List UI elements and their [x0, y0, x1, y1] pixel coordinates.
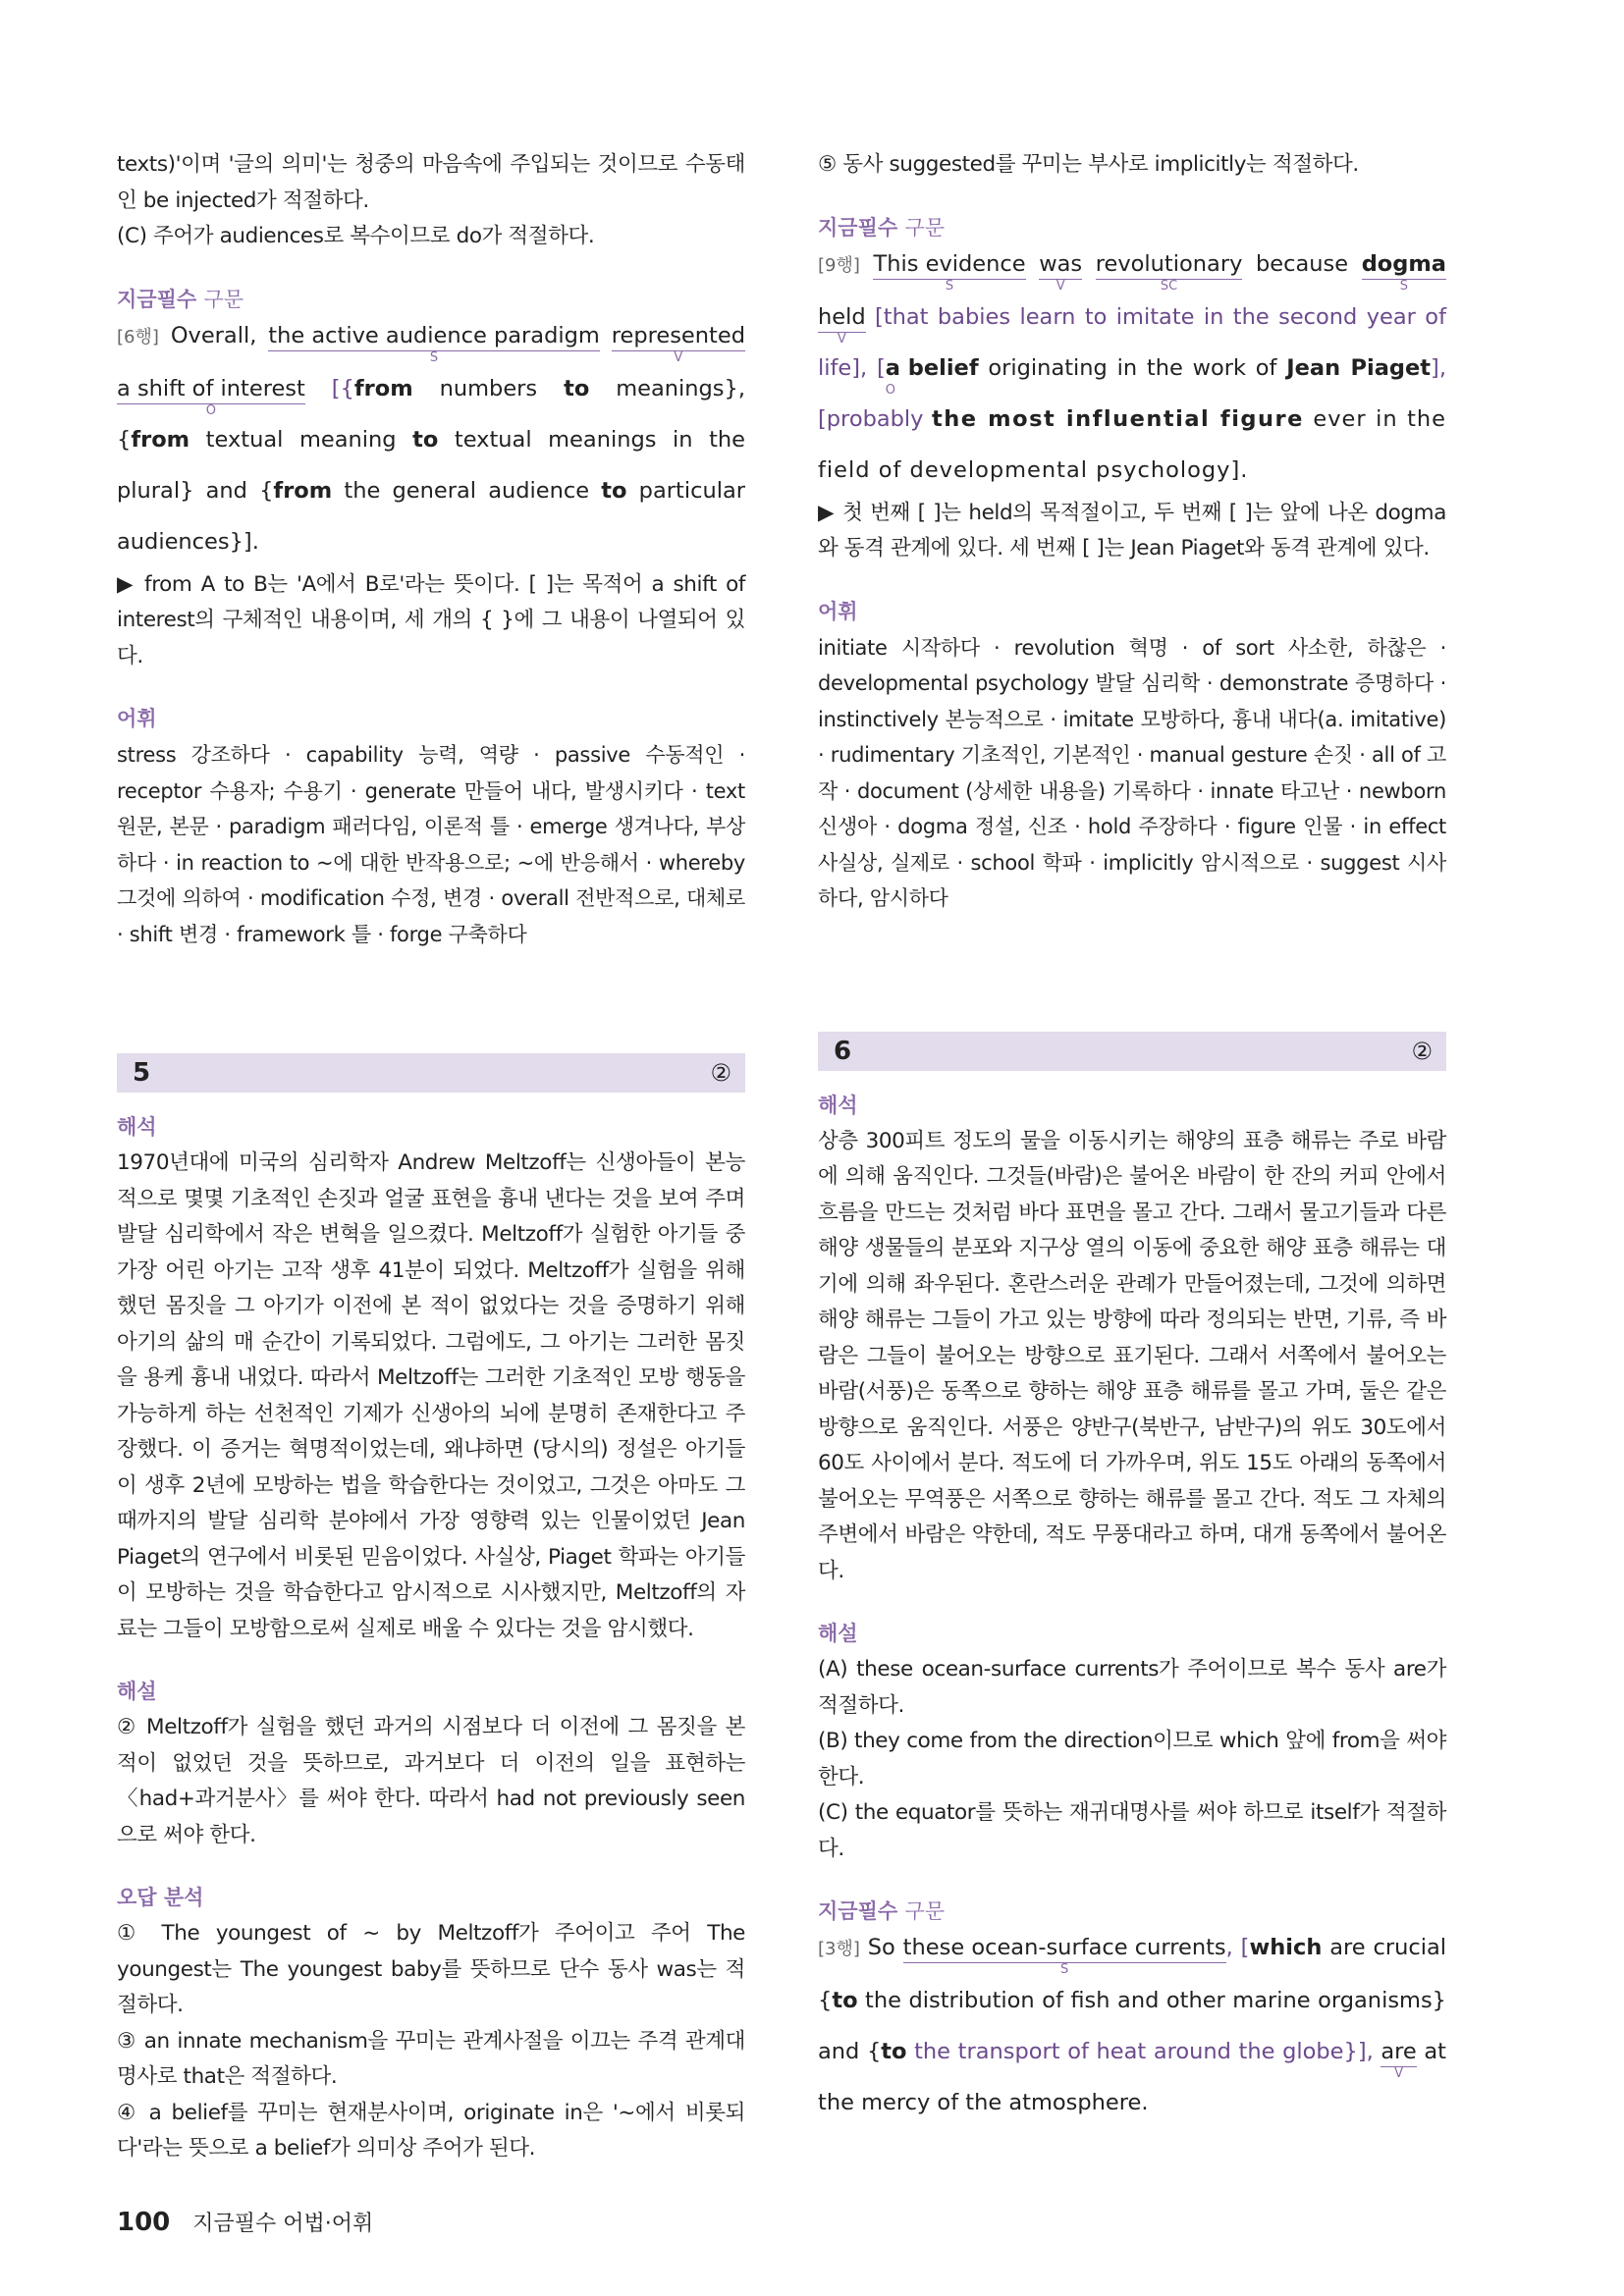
- line-number: [9행]: [818, 254, 860, 276]
- verb-underline: was V: [1039, 250, 1083, 294]
- subject-underline: dogma S: [1361, 250, 1446, 294]
- syntax-heading: 지금필수 구문: [818, 215, 946, 240]
- syntax-sentence: [3행] So these ocean-surface currents S , [which are crucial {to the distribution of fish and other marine organisms} and {to the transport of heat around the globe}], are V at the mercy of the atmosphere.: [818, 1935, 1447, 2115]
- question-number: 5: [133, 1058, 151, 1088]
- syntax-sentence: [9행] This evidence S was V revolutionary SC because dogma S held V [that babies learn to imitate in the second year of life], [a belief O originating in the work of Jean Piaget], [probably the most influential figure ever in the field of developmental psychology].: [818, 250, 1447, 483]
- right-column: [818, 147, 1446, 2128]
- object-underline: a belief O: [885, 354, 979, 398]
- question-header-5: [117, 1053, 745, 1093]
- subject-underline: the active audience paradigm S: [268, 322, 600, 365]
- page-number: 100: [117, 2208, 171, 2237]
- subject-underline: This evidence S: [873, 250, 1026, 294]
- translation-heading: 해석: [818, 1093, 858, 1117]
- vocab-list: stress 강조하다 · capability 능력, 역량 · passive 수동적인 · receptor 수용자; 수용기 · generate 만들어 내다, 발생시키다 · text 원문, 본문 · paradigm 패러다임, 이론적 틀 · emerge 생겨나다, 부상하다 · in reaction to ~에 대한 반작용으로; ~에 반응해서 · whereby 그것에 의하여 · modification 수정, 변경 · overall 전반적으로, 대체로 · shift 변경 · framework 틀 · forge 구축하다: [117, 743, 745, 946]
- complement-underline: revolutionary SC: [1095, 250, 1243, 294]
- explanation-item: (C) the equator를 뜻하는 재귀대명사를 써야 하므로 itself가 적절하다.: [818, 1800, 1446, 1861]
- object-underline: a shift of interest O: [117, 375, 305, 418]
- vocab-heading: 어휘: [117, 707, 157, 730]
- vocab-list: initiate 시작하다 · revolution 혁명 · of sort 사소한, 하찮은 · developmental psychology 발달 심리학 · demonstrate 증명하다 · instinctively 본능적으로 · imitate 모방하다, 흉내 내다(a. imitative) · rudimentary 기초적인, 기본적인 · manual gesture 손짓 · all of 고작 · document (상세한 내용을) 기록하다 · innate 타고난 · newborn 신생아 · dogma 정설, 신조 · hold 주장하다 · figure 인물 · in effect 사실상, 실제로 · school 학파 · implicitly 암시적으로 · suggest 시사하다, 암시하다: [818, 635, 1446, 910]
- wrong-analysis-heading: 오답 분석: [117, 1886, 204, 1909]
- syntax-heading: 지금필수 구문: [117, 287, 244, 311]
- book-title: 지금필수 어법·어휘: [192, 2212, 374, 2236]
- explanation-item: (B) they come from the direction이므로 which 앞에 from을 써야 한다.: [818, 1729, 1446, 1789]
- left-column: [117, 147, 745, 2167]
- explanation-heading: 해설: [117, 1680, 157, 1703]
- vocab-heading: 어휘: [818, 599, 858, 623]
- explanation-item: (A) these ocean-surface currents가 주어이므로 복수 동사 are가 적절하다.: [818, 1657, 1446, 1718]
- answer-mark: ②: [710, 1059, 731, 1087]
- translation-heading: 해석: [117, 1115, 157, 1139]
- explanation-heading: 해설: [818, 1622, 858, 1645]
- syntax-note: ▶ 첫 번째 [ ]는 held의 목적절이고, 두 번째 [ ]는 앞에 나온 dogma와 동격 관계에 있다. 세 번째 [ ]는 Jean Piaget와 동격 관계에 있다.: [818, 500, 1446, 561]
- explanation-text: ② Meltzoff가 실험을 했던 과거의 시점보다 더 이전에 그 몸짓을 본 적이 없었던 것을 뜻하므로, 과거보다 더 이전의 일을 표현하는 〈had+과거분사〉를 써야 한다. 따라서 had not previously seen으로 써야 한다.: [117, 1715, 745, 1847]
- syntax-sentence: [6행] Overall, the active audience paradigm S represented V a shift of interest O [{from numbers to meanings}, {from textual meaning to textual meanings in the plural} and {from the general audience to particular audiences}].: [117, 322, 746, 555]
- subject-underline: these ocean-surface currents S: [902, 1935, 1226, 1977]
- translation-text: 상층 300피트 정도의 물을 이동시키는 해양의 표층 해류는 주로 바람에 의해 움직인다. 그것들(바람)은 불어온 바람이 한 잔의 커피 안에서 흐름을 만드는 것처럼 바다 표면을 몰고 간다. 그래서 물고기들과 다른 해양 생물들의 분포와 지구상 열의 이동에 중요한 해양 표층 해류는 대기에 의해 좌우된다. 혼란스러운 관례가 만들어졌는데, 그것에 의하면 해양 해류는 그들이 가고 있는 방향에 따라 정의되는 반면, 기류, 즉 바람은 그들이 불어오는 방향으로 표기된다. 그래서 서쪽에서 불어오는 바람(서풍)은 동쪽으로 향하는 해양 표층 해류를 몰고 가며, 둘은 같은 방향으로 움직인다. 서풍은 양반구(북반구, 남반구)의 위도 30도에서 60도 사이에서 분다. 적도에 더 가까우며, 위도 15도 아래의 동쪽에서 불어오는 무역풍은 서쪽으로 향하는 해류를 몰고 간다. 적도 그 자체의 주변에서 바람은 약한데, 적도 무풍대라고 하며, 대개 동쪽에서 불어온다.: [818, 1128, 1446, 1583]
- wrong-analysis-item: ④ a belief를 꾸미는 현재분사이며, originate in은 '~에서 비롯되다'라는 뜻으로 a belief가 의미상 주어가 된다.: [117, 2100, 745, 2161]
- line-number: [3행]: [818, 1939, 860, 1959]
- wrong-analysis-item: ③ an innate mechanism을 꾸미는 관계사절을 이끄는 주격 관계대명사로 that은 적절하다.: [117, 2028, 745, 2089]
- syntax-note: ▶ from A to B는 'A에서 B로'라는 뜻이다. [ ]는 목적어 a shift of interest의 구체적인 내용이며, 세 개의 { }에 그 내용이 나열되어 있다.: [117, 571, 745, 668]
- verb-underline: held V: [818, 303, 866, 347]
- line-number: [6행]: [117, 326, 159, 347]
- syntax-heading: 지금필수 구문: [818, 1899, 946, 1923]
- answer-mark: ②: [1411, 1037, 1433, 1065]
- question-header-6: [818, 1032, 1446, 1071]
- translation-text: 1970년대에 미국의 심리학자 Andrew Meltzoff는 신생아들이 본능적으로 몇몇 기초적인 손짓과 얼굴 표현을 흉내 낸다는 것을 보여 주며 발달 심리학에서 작은 변혁을 일으켰다. Meltzoff가 실험한 아기들 중 가장 어린 아기는 고작 생후 41분이 되었다. Meltzoff가 실험을 위해 했던 몸짓을 그 아기가 이전에 본 적이 없었다는 것을 증명하기 위해 아기의 삶의 매 순간이 기록되었다. 그럼에도, 그 아기는 그러한 몸짓을 용케 흉내 내었다. 따라서 Meltzoff는 그러한 기초적인 모방 행동을 가능하게 하는 선천적인 기제가 신생아의 뇌에 분명히 존재한다고 주장했다. 이 증거는 혁명적이었는데, 왜냐하면 (당시의) 정설은 아기들이 생후 2년에 모방하는 법을 학습한다는 것이었고, 그것은 아마도 그때까지의 발달 심리학 분야에서 가장 영향력 있는 인물이었던 Jean Piaget의 연구에서 비롯된 믿음이었다. 사실상, Piaget 학파는 아기들이 모방하는 것을 학습한다고 암시적으로 시사했지만, Meltzoff의 자료는 그들이 모방함으로써 실제로 배울 수 있다는 것을 암시했다.: [117, 1150, 745, 1641]
- question-number: 6: [834, 1036, 852, 1066]
- intro-paragraph: (C) 주어가 audiences로 복수이므로 do가 적절하다.: [117, 224, 595, 248]
- intro-paragraph: texts)'이며 '글의 의미'는 청중의 마음속에 주입되는 것이므로 수동태인 be injected가 적절하다.: [117, 152, 745, 213]
- verb-underline: represented V: [611, 322, 745, 365]
- page-footer: [117, 2207, 373, 2237]
- verb-underline: are V: [1380, 2039, 1417, 2081]
- wrong-analysis-item: ⑤ 동사 suggested를 꾸미는 부사로 implicitly는 적절하다.: [818, 152, 1359, 177]
- wrong-analysis-item: ① The youngest of ~ by Meltzoff가 주어이고 주어 The youngest는 The youngest baby를 뜻하므로 단수 동사 was는 적절하다.: [117, 1921, 745, 2017]
